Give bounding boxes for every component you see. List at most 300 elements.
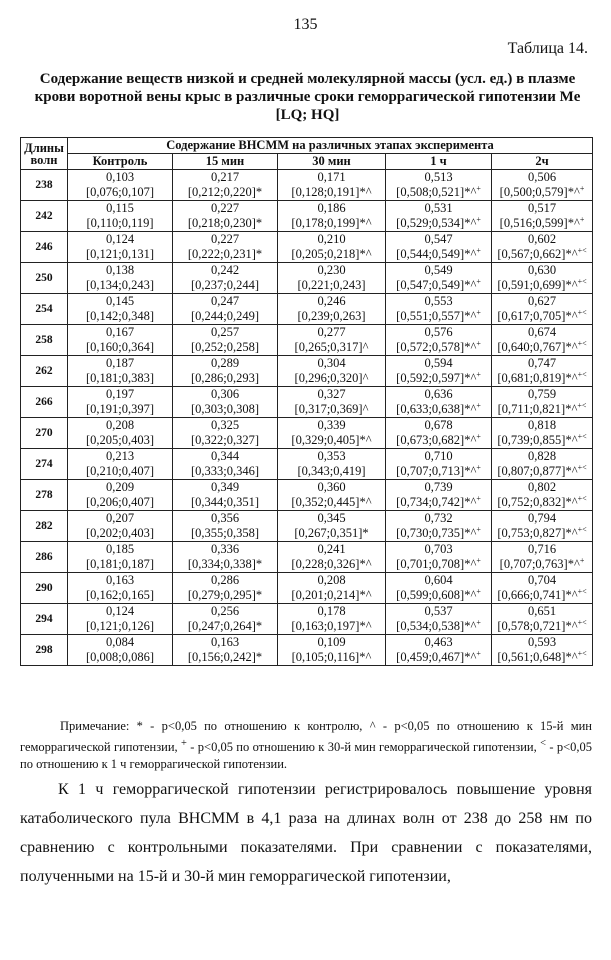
median-value: 0,109 xyxy=(317,635,346,649)
value-cell xyxy=(278,201,386,232)
median-value: 0,344 xyxy=(210,449,240,463)
quartile-range: [0,142;0,348] xyxy=(85,309,155,323)
note-sup-lt: < xyxy=(540,738,546,749)
quartile-range: [0,547;0,549]*^ xyxy=(396,278,477,292)
quartile-range: [0,753;0,827]*^ xyxy=(497,526,578,540)
significance-marker: + xyxy=(476,462,481,472)
quartile-range: [0,807;0,877]*^ xyxy=(497,464,578,478)
value-cell xyxy=(68,480,173,511)
table-row xyxy=(21,542,593,573)
quartile-range: [0,279;0,295]* xyxy=(187,588,263,602)
median-value: 0,209 xyxy=(105,480,135,494)
median-value: 0,325 xyxy=(210,418,240,432)
median-value: 0,537 xyxy=(424,604,453,618)
quartile-range: [0,156;0,242]* xyxy=(187,650,263,664)
quartile-range: [0,551;0,557]*^ xyxy=(396,309,477,323)
quartile-range: [0,592;0,597]*^ xyxy=(396,371,477,385)
median-value: 0,802 xyxy=(527,480,557,494)
value-cell xyxy=(492,635,593,666)
value-cell xyxy=(278,573,386,604)
value-cell xyxy=(386,201,492,232)
quartile-range: [0,160;0,364] xyxy=(85,340,155,354)
quartile-range: [0,218;0,230]* xyxy=(187,216,263,230)
quartile-range: [0,352;0,445]*^ xyxy=(291,495,372,509)
wavelength-cell: 238 xyxy=(21,170,68,201)
group-header: Содержание ВНСММ на различных этапах эксперимента xyxy=(68,138,593,154)
quartile-range: [0,344;0,351] xyxy=(190,495,260,509)
median-value: 0,513 xyxy=(424,170,453,184)
value-cell xyxy=(492,573,593,604)
quartile-range: [0,110;0,119] xyxy=(86,216,154,230)
median-value: 0,242 xyxy=(210,263,240,277)
significance-marker: + xyxy=(476,586,481,596)
significance-marker: + xyxy=(476,276,481,286)
quartile-range: [0,329;0,405]*^ xyxy=(291,433,372,447)
quartile-range: [0,212;0,220]* xyxy=(187,185,263,199)
value-cell xyxy=(492,325,593,356)
quartile-range: [0,221;0,243] xyxy=(297,278,366,292)
median-value: 0,732 xyxy=(424,511,453,525)
median-value: 0,636 xyxy=(424,387,453,401)
column-header-1h: 1 ч xyxy=(386,154,492,170)
median-value: 0,327 xyxy=(317,387,346,401)
median-value: 0,257 xyxy=(210,325,240,339)
median-value: 0,517 xyxy=(527,201,557,215)
quartile-range: [0,500;0,579]*^ xyxy=(499,185,580,199)
significance-marker: + xyxy=(476,617,481,627)
value-cell xyxy=(68,542,173,573)
quartile-range: [0,201;0,214]*^ xyxy=(291,588,372,602)
value-cell xyxy=(492,511,593,542)
value-cell xyxy=(173,294,278,325)
value-cell xyxy=(492,356,593,387)
significance-marker: +< xyxy=(577,431,587,441)
value-cell xyxy=(68,356,173,387)
value-cell xyxy=(386,604,492,635)
quartile-range: [0,739;0,855]*^ xyxy=(497,433,578,447)
value-cell xyxy=(386,635,492,666)
median-value: 0,247 xyxy=(210,294,240,308)
table-row xyxy=(21,263,593,294)
median-value: 0,339 xyxy=(317,418,346,432)
median-value: 0,171 xyxy=(317,170,346,184)
column-header-2h: 2ч xyxy=(492,154,593,170)
column-header-control: Контроль xyxy=(68,154,173,170)
wavelength-cell: 262 xyxy=(21,356,68,387)
median-value: 0,208 xyxy=(105,418,135,432)
median-value: 0,716 xyxy=(527,542,557,556)
quartile-range: [0,286;0,293] xyxy=(190,371,260,385)
quartile-range: [0,617;0,705]*^ xyxy=(497,309,578,323)
table-row xyxy=(21,387,593,418)
significance-marker: + xyxy=(476,400,481,410)
quartile-range: [0,205;0,218]*^ xyxy=(291,247,372,261)
quartile-range: [0,752;0,832]*^ xyxy=(497,495,578,509)
significance-marker: +< xyxy=(577,400,587,410)
quartile-range: [0,334;0,338]* xyxy=(187,557,263,571)
quartile-range: [0,076;0,107] xyxy=(85,185,155,199)
value-cell xyxy=(492,170,593,201)
table-label: Таблица 14. xyxy=(507,40,588,57)
median-value: 0,208 xyxy=(317,573,346,587)
wavelength-cell: 270 xyxy=(21,418,68,449)
wavelength-cell: 266 xyxy=(21,387,68,418)
median-value: 0,167 xyxy=(105,325,135,339)
value-cell xyxy=(68,201,173,232)
significance-marker: +< xyxy=(577,586,587,596)
value-cell xyxy=(492,604,593,635)
wavelength-cell: 246 xyxy=(21,232,68,263)
value-cell xyxy=(278,418,386,449)
quartile-range: [0,247;0,264]* xyxy=(187,619,263,633)
value-cell xyxy=(492,480,593,511)
value-cell xyxy=(173,232,278,263)
value-cell xyxy=(492,418,593,449)
wavelength-cell: 250 xyxy=(21,263,68,294)
value-cell xyxy=(492,232,593,263)
median-value: 0,356 xyxy=(210,511,240,525)
median-value: 0,553 xyxy=(424,294,453,308)
median-value: 0,710 xyxy=(424,449,453,463)
median-value: 0,463 xyxy=(424,635,453,649)
table-row xyxy=(21,325,593,356)
quartile-range: [0,730;0,735]*^ xyxy=(396,526,477,540)
value-cell xyxy=(278,449,386,480)
note-part2: - p<0,05 по отношению к 30-й мин геморрагической гипотензии, xyxy=(186,740,541,755)
quartile-range: [0,202;0,403] xyxy=(85,526,155,540)
median-value: 0,207 xyxy=(105,511,135,525)
quartile-range: [0,265;0,317]^ xyxy=(294,340,369,354)
quartile-range: [0,701;0,708]*^ xyxy=(396,557,477,571)
quartile-range: [0,128;0,191]*^ xyxy=(291,185,372,199)
value-cell xyxy=(68,604,173,635)
median-value: 0,306 xyxy=(210,387,240,401)
quartile-range: [0,237;0,244] xyxy=(190,278,260,292)
quartile-range: [0,244;0,249] xyxy=(190,309,260,323)
quartile-range: [0,178;0,199]*^ xyxy=(291,216,372,230)
median-value: 0,549 xyxy=(424,263,453,277)
median-value: 0,651 xyxy=(527,604,557,618)
value-cell xyxy=(492,294,593,325)
value-cell xyxy=(386,232,492,263)
median-value: 0,103 xyxy=(105,170,135,184)
quartile-range: [0,633;0,638]*^ xyxy=(396,402,477,416)
table-caption: Содержание веществ низкой и средней молекулярной массы (усл. ед.) в плазме крови воротной вены крыс в различные сроки геморрагической гипотензии Me [LQ; HQ] xyxy=(34,71,581,123)
quartile-range: [0,121;0,126] xyxy=(85,619,155,633)
median-value: 0,576 xyxy=(424,325,453,339)
value-cell xyxy=(173,449,278,480)
median-value: 0,602 xyxy=(527,232,557,246)
median-value: 0,360 xyxy=(317,480,346,494)
value-cell xyxy=(68,232,173,263)
wavelength-cell: 282 xyxy=(21,511,68,542)
significance-marker: + xyxy=(476,245,481,255)
value-cell xyxy=(68,263,173,294)
median-value: 0,747 xyxy=(527,356,557,370)
table-row xyxy=(21,356,593,387)
value-cell xyxy=(386,511,492,542)
quartile-range: [0,355;0,358] xyxy=(190,526,260,540)
wavelength-cell: 290 xyxy=(21,573,68,604)
significance-marker: + xyxy=(579,555,585,565)
median-value: 0,349 xyxy=(210,480,240,494)
quartile-range: [0,534;0,538]*^ xyxy=(396,619,477,633)
note-sup-plus: + xyxy=(181,738,187,749)
quartile-range: [0,206;0,407] xyxy=(85,495,155,509)
value-cell xyxy=(173,635,278,666)
median-value: 0,186 xyxy=(317,201,346,215)
median-value: 0,178 xyxy=(317,604,346,618)
table-row xyxy=(21,232,593,263)
quartile-range: [0,459;0,467]*^ xyxy=(396,650,477,664)
quartile-range: [0,508;0,521]*^ xyxy=(396,185,477,199)
value-cell xyxy=(278,232,386,263)
significance-marker: + xyxy=(476,183,481,193)
quartile-range: [0,252;0,258] xyxy=(190,340,260,354)
value-cell xyxy=(68,418,173,449)
column-header-15min: 15 мин xyxy=(173,154,278,170)
significance-marker: +< xyxy=(577,307,587,317)
value-cell xyxy=(68,170,173,201)
value-cell xyxy=(173,418,278,449)
median-value: 0,818 xyxy=(527,418,557,432)
quartile-range: [0,529;0,534]*^ xyxy=(396,216,477,230)
value-cell xyxy=(278,635,386,666)
wavelength-cell: 258 xyxy=(21,325,68,356)
value-cell xyxy=(278,511,386,542)
quartile-range: [0,105;0,116]*^ xyxy=(291,650,372,664)
significance-marker: +< xyxy=(577,338,587,348)
value-cell xyxy=(173,356,278,387)
value-cell xyxy=(68,294,173,325)
median-value: 0,593 xyxy=(527,635,557,649)
quartile-range: [0,303;0,308] xyxy=(190,402,260,416)
significance-marker: +< xyxy=(577,493,587,503)
quartile-range: [0,591;0,699]*^ xyxy=(497,278,578,292)
quartile-range: [0,640;0,767]*^ xyxy=(497,340,578,354)
value-cell xyxy=(386,418,492,449)
significance-marker: + xyxy=(476,555,481,565)
significance-marker: +< xyxy=(577,245,587,255)
table-row xyxy=(21,418,593,449)
note-part1: Примечание: * - p<0,05 по отношению к контролю, ^ - p<0,05 по отношению к 15-й мин геморрагической гипотензии, xyxy=(20,719,592,755)
page-number: 135 xyxy=(293,16,318,33)
median-value: 0,547 xyxy=(424,232,453,246)
median-value: 0,277 xyxy=(317,325,346,339)
value-cell xyxy=(68,511,173,542)
quartile-range: [0,673;0,682]*^ xyxy=(396,433,477,447)
table-row xyxy=(21,604,593,635)
value-cell xyxy=(386,356,492,387)
median-value: 0,145 xyxy=(105,294,135,308)
median-value: 0,246 xyxy=(317,294,346,308)
median-value: 0,227 xyxy=(210,232,240,246)
value-cell xyxy=(278,325,386,356)
median-value: 0,210 xyxy=(317,232,346,246)
value-cell xyxy=(386,170,492,201)
median-value: 0,604 xyxy=(424,573,453,587)
table-row xyxy=(21,635,593,666)
significance-marker: + xyxy=(476,493,481,503)
value-cell xyxy=(386,325,492,356)
median-value: 0,138 xyxy=(105,263,135,277)
significance-marker: +< xyxy=(577,369,587,379)
quartile-range: [0,239;0,263] xyxy=(297,309,366,323)
value-cell xyxy=(278,170,386,201)
significance-marker: + xyxy=(476,431,481,441)
significance-marker: + xyxy=(476,524,481,534)
quartile-range: [0,333;0,346] xyxy=(190,464,260,478)
quartile-range: [0,734;0,742]*^ xyxy=(396,495,477,509)
significance-marker: + xyxy=(476,307,481,317)
quartile-range: [0,181;0,383] xyxy=(85,371,155,385)
table-row xyxy=(21,480,593,511)
median-value: 0,506 xyxy=(527,170,557,184)
quartile-range: [0,296;0,320]^ xyxy=(294,371,369,385)
value-cell xyxy=(386,263,492,294)
value-cell xyxy=(386,542,492,573)
median-value: 0,594 xyxy=(424,356,453,370)
median-value: 0,353 xyxy=(317,449,346,463)
quartile-range: [0,205;0,403] xyxy=(85,433,155,447)
quartile-range: [0,008;0,086] xyxy=(85,650,155,664)
value-cell xyxy=(386,387,492,418)
quartile-range: [0,267;0,351]* xyxy=(294,526,369,540)
median-value: 0,124 xyxy=(105,232,135,246)
wavelength-cell: 286 xyxy=(21,542,68,573)
median-value: 0,115 xyxy=(106,201,134,215)
wavelength-cell: 294 xyxy=(21,604,68,635)
quartile-range: [0,222;0,231]* xyxy=(187,247,263,261)
quartile-range: [0,210;0,407] xyxy=(85,464,155,478)
quartile-range: [0,191;0,397] xyxy=(85,402,155,416)
significance-marker: + xyxy=(579,214,585,224)
quartile-range: [0,322;0,327] xyxy=(190,433,260,447)
wavelength-cell: 242 xyxy=(21,201,68,232)
median-value: 0,124 xyxy=(105,604,135,618)
quartile-range: [0,163;0,197]*^ xyxy=(291,619,372,633)
value-cell xyxy=(386,480,492,511)
table-note xyxy=(20,718,592,773)
quartile-range: [0,121;0,131] xyxy=(85,247,155,261)
quartile-range: [0,666;0,741]*^ xyxy=(497,588,578,602)
wavelength-cell: 278 xyxy=(21,480,68,511)
quartile-range: [0,681;0,819]*^ xyxy=(497,371,578,385)
value-cell xyxy=(68,325,173,356)
median-value: 0,213 xyxy=(105,449,135,463)
value-cell xyxy=(173,201,278,232)
wavelength-cell: 298 xyxy=(21,635,68,666)
value-cell xyxy=(173,387,278,418)
median-value: 0,345 xyxy=(317,511,346,525)
wavelength-header-line1: Длины xyxy=(24,140,64,155)
median-value: 0,185 xyxy=(105,542,135,556)
value-cell xyxy=(386,294,492,325)
value-cell xyxy=(173,604,278,635)
wavelength-cell: 254 xyxy=(21,294,68,325)
value-cell xyxy=(68,449,173,480)
median-value: 0,336 xyxy=(210,542,240,556)
quartile-range: [0,567;0,662]*^ xyxy=(497,247,578,261)
median-value: 0,739 xyxy=(424,480,453,494)
value-cell xyxy=(173,573,278,604)
median-value: 0,163 xyxy=(105,573,135,587)
value-cell xyxy=(278,480,386,511)
value-cell xyxy=(173,263,278,294)
median-value: 0,678 xyxy=(424,418,453,432)
median-value: 0,630 xyxy=(527,263,557,277)
value-cell xyxy=(492,542,593,573)
median-value: 0,217 xyxy=(210,170,240,184)
quartile-range: [0,707;0,763]*^ xyxy=(499,557,580,571)
significance-marker: +< xyxy=(577,462,587,472)
value-cell xyxy=(278,604,386,635)
significance-marker: + xyxy=(579,183,585,193)
median-value: 0,163 xyxy=(210,635,240,649)
table-body xyxy=(21,170,593,666)
quartile-range: [0,516;0,599]*^ xyxy=(499,216,580,230)
quartile-range: [0,599;0,608]*^ xyxy=(396,588,477,602)
median-value: 0,289 xyxy=(210,356,240,370)
median-value: 0,286 xyxy=(210,573,240,587)
wavelength-cell: 274 xyxy=(21,449,68,480)
significance-marker: + xyxy=(476,369,481,379)
value-cell xyxy=(68,635,173,666)
value-cell xyxy=(173,480,278,511)
significance-marker: + xyxy=(476,214,481,224)
value-cell xyxy=(173,542,278,573)
value-cell xyxy=(492,449,593,480)
table-row xyxy=(21,170,593,201)
quartile-range: [0,578;0,721]*^ xyxy=(497,619,578,633)
median-value: 0,531 xyxy=(424,201,453,215)
value-cell xyxy=(68,387,173,418)
quartile-range: [0,711;0,821]*^ xyxy=(497,402,578,416)
value-cell xyxy=(68,573,173,604)
value-cell xyxy=(278,294,386,325)
quartile-range: [0,228;0,326]*^ xyxy=(291,557,372,571)
table-row xyxy=(21,449,593,480)
median-value: 0,227 xyxy=(210,201,240,215)
significance-marker: +< xyxy=(577,617,587,627)
value-cell xyxy=(173,325,278,356)
quartile-range: [0,134;0,243] xyxy=(85,278,155,292)
table-row xyxy=(21,294,593,325)
value-cell xyxy=(492,387,593,418)
significance-marker: + xyxy=(476,648,481,658)
value-cell xyxy=(386,573,492,604)
median-value: 0,794 xyxy=(527,511,557,525)
value-cell xyxy=(278,542,386,573)
table-row xyxy=(21,573,593,604)
median-value: 0,828 xyxy=(527,449,557,463)
quartile-range: [0,162;0,165] xyxy=(85,588,155,602)
value-cell xyxy=(278,263,386,294)
note-part3: - p<0,05 по отношению к 1 ч геморрагической гипотензии. xyxy=(20,740,592,772)
wavelength-header-line2: волн xyxy=(30,152,58,167)
median-value: 0,627 xyxy=(527,294,557,308)
significance-marker: +< xyxy=(577,276,587,286)
quartile-range: [0,181;0,187] xyxy=(85,557,155,571)
quartile-range: [0,317;0,369]^ xyxy=(294,402,369,416)
quartile-range: [0,343;0,419] xyxy=(297,464,366,478)
significance-marker: + xyxy=(476,338,481,348)
table-row xyxy=(21,511,593,542)
table-row xyxy=(21,201,593,232)
value-cell xyxy=(492,201,593,232)
median-value: 0,084 xyxy=(105,635,135,649)
body-paragraph: К 1 ч геморрагической гипотензии регистрировалось повышение уровня катаболического пула ВНСММ в 4,1 раза на длинах волн от 238 до 258 нм по сравнению с контрольными показателями. При сравнении с показателями, полученными на 15-й и 30-й мин геморрагической гипотензии, xyxy=(20,781,592,885)
